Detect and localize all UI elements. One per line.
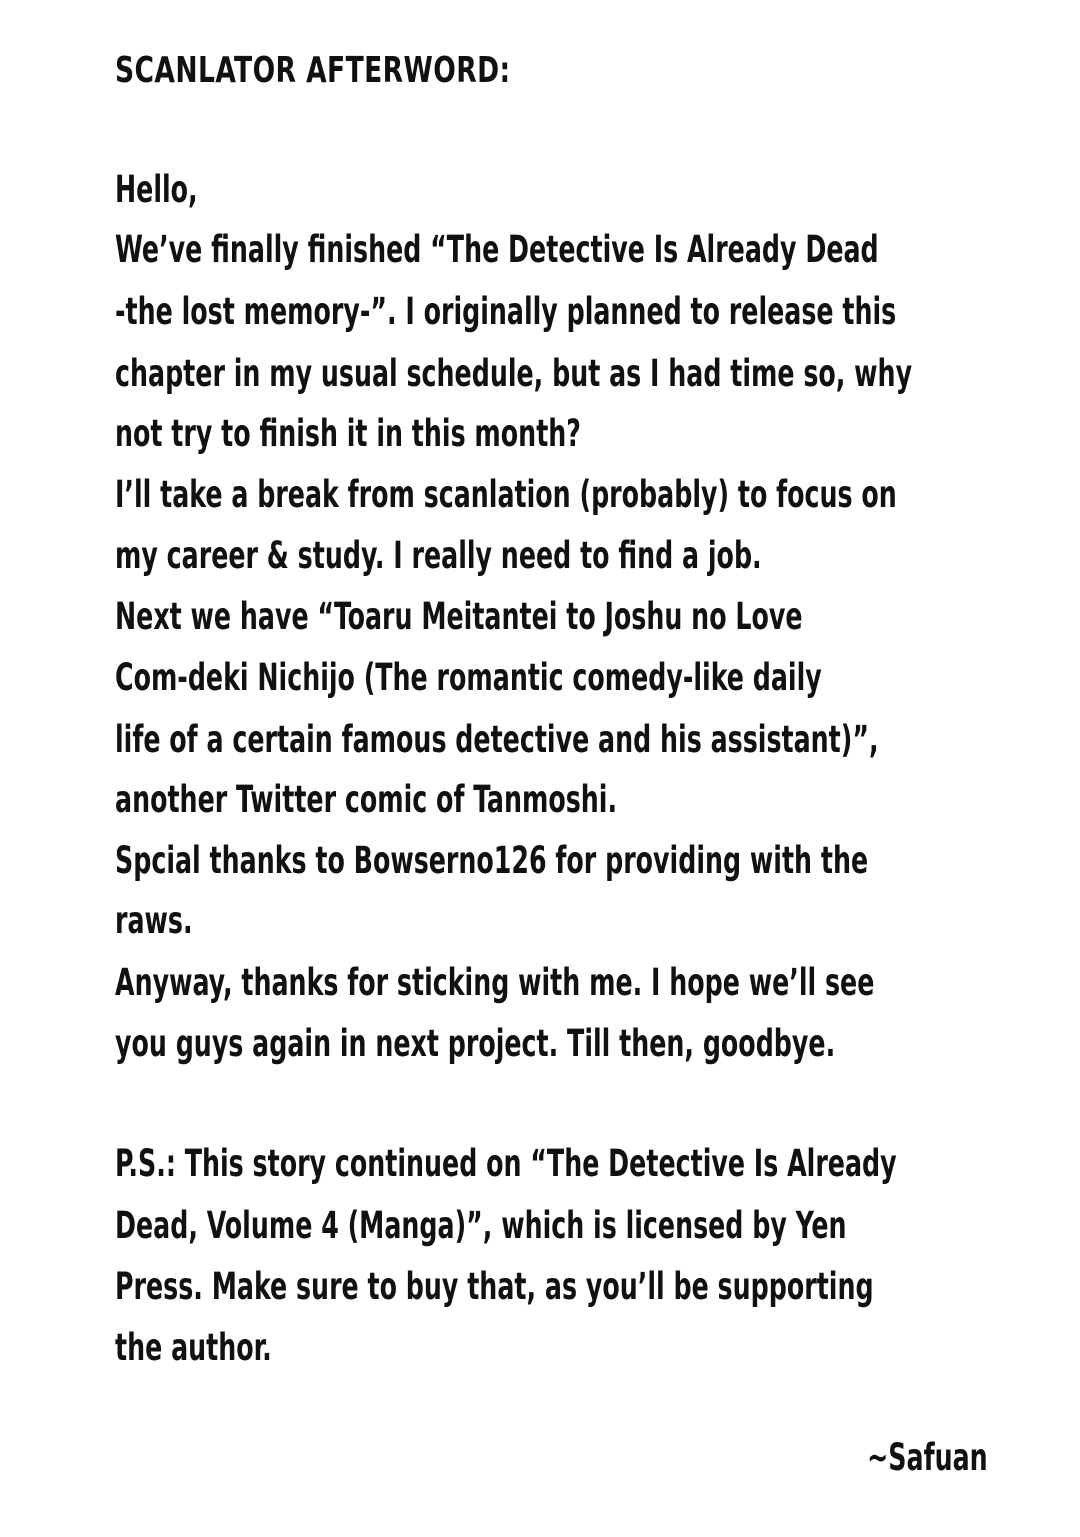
ps-line: Dead, Volume 4 (Manga)”, which is licensed by Yen	[115, 1204, 847, 1247]
ps-line: Press. Make sure to buy that, as you’ll be supporting	[115, 1265, 874, 1308]
greeting-line: Hello,	[115, 168, 198, 211]
body-line: Spcial thanks to Bowserno126 for providing with the	[115, 839, 869, 882]
body-line: life of a certain famous detective and his assistant)”,	[115, 718, 879, 761]
body-line: Com-deki Nichijo (The romantic comedy-like daily	[115, 656, 822, 699]
body-line: We’ve finally finished “The Detective Is Already Dead	[115, 228, 879, 271]
body-line: Anyway, thanks for sticking with me. I hope we’ll see	[115, 961, 875, 1004]
body-line: chapter in my usual schedule, but as I had time so, why	[115, 352, 913, 395]
body-line: I’ll take a break from scanlation (probably) to focus on	[115, 473, 897, 516]
author-signature: ~Safuan	[867, 1436, 988, 1479]
afterword-heading: SCANLATOR AFTERWORD:	[115, 50, 511, 91]
body-line: another Twitter comic of Tanmoshi.	[115, 778, 618, 821]
body-line: you guys again in next project. Till then, goodbye.	[115, 1022, 836, 1065]
body-line: not try to finish it in this month?	[115, 412, 581, 455]
ps-line: P.S.: This story continued on “The Detective Is Already	[115, 1142, 897, 1185]
body-line: raws.	[115, 899, 193, 942]
body-line: -the lost memory-”. I originally planned to release this	[115, 290, 897, 333]
body-line: my career & study. I really need to find a job.	[115, 534, 762, 577]
ps-line: the author.	[115, 1326, 272, 1369]
body-line: Next we have “Toaru Meitantei to Joshu no Love	[115, 595, 803, 638]
